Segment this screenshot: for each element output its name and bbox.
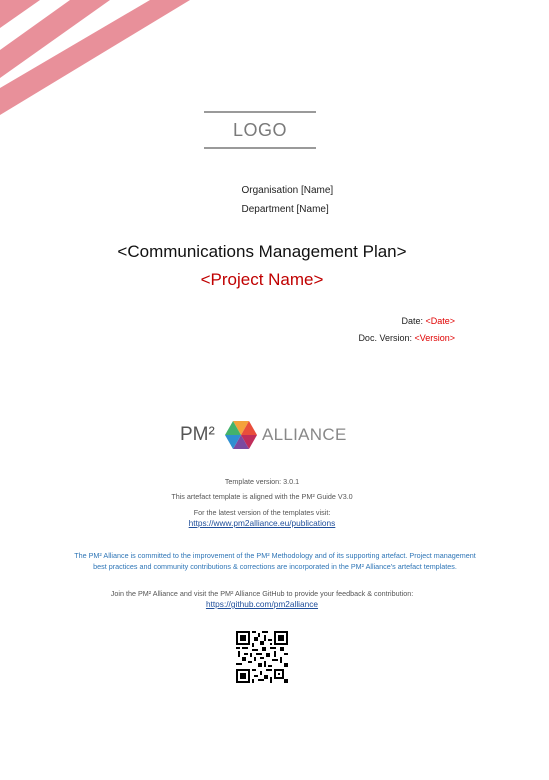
github-link[interactable]: https://github.com/pm2alliance — [205, 599, 319, 609]
pm2-hexagon-icon — [224, 419, 258, 451]
logo-placeholder — [204, 111, 316, 149]
department-name: Department [Name] — [241, 204, 329, 215]
join-text: Join the PM² Alliance and visit the PM² Alliance GitHub to provide your feedback & contribution: — [110, 589, 414, 598]
department-line — [0, 204, 549, 215]
organisation-line — [0, 185, 549, 196]
date-value: <Date> — [425, 316, 455, 326]
date-label: Date: — [401, 316, 426, 326]
date-line — [401, 316, 455, 326]
logo-placeholder-text: LOGO — [232, 119, 287, 140]
pm2-logo-text: PM² — [180, 424, 215, 445]
organisation-name: Organisation [Name] — [241, 185, 334, 196]
version-label: Doc. Version: — [358, 333, 415, 343]
version-value: <Version> — [414, 333, 455, 343]
version-line — [358, 333, 455, 343]
qr-code — [236, 631, 288, 683]
template-version: Template version: 3.0.1 — [224, 477, 300, 486]
document-title: <Communications Management Plan> — [117, 242, 407, 261]
corner-stripes-decoration — [0, 0, 200, 120]
pm2-alliance-logo — [178, 418, 348, 452]
commitment-paragraph: The PM² Alliance is committed to the improvement of the PM² Methodology and of its supporting artefact. Project management best practices and community contributions & corrections are incorporated in the PM² Alliance's artefact templates. — [74, 551, 476, 571]
project-name: <Project Name> — [200, 270, 324, 289]
publications-link[interactable]: https://www.pm2alliance.eu/publications — [188, 518, 336, 528]
aligned-statement: This artefact template is aligned with the PM² Guide V3.0 — [171, 492, 353, 501]
latest-version-text: For the latest version of the templates visit: — [193, 508, 331, 517]
alliance-logo-text: ALLIANCE — [262, 425, 347, 444]
